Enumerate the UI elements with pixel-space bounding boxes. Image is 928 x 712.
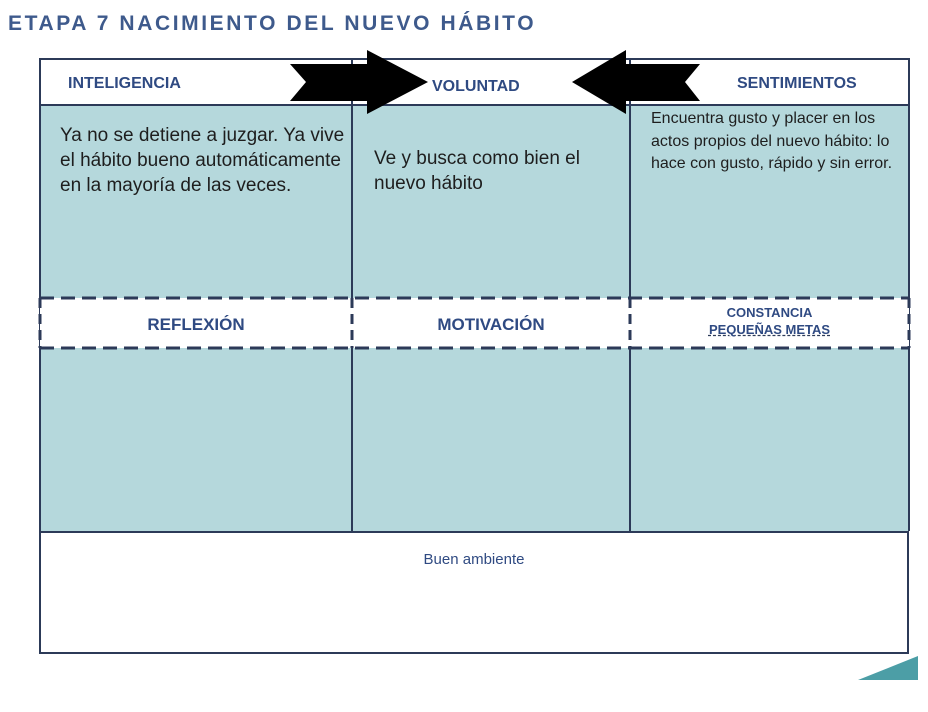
label-constancia: CONSTANCIA bbox=[726, 305, 813, 320]
page-title: ETAPA 7 NACIMIENTO DEL NUEVO HÁBITO bbox=[8, 12, 537, 35]
header-inteligencia: INTELIGENCIA bbox=[68, 75, 181, 92]
bottom-environment-box bbox=[39, 531, 909, 654]
corner-accent-shape bbox=[858, 656, 918, 680]
header-voluntad: VOLUNTAD bbox=[432, 78, 520, 95]
label-motivacion: MOTIVACIÓN bbox=[437, 315, 545, 334]
sentimientos-text: Encuentra gusto y placer en los actos propios del nuevo hábito: lo hace con gusto, rápido y sin error. bbox=[651, 110, 893, 172]
label-pequenas-metas: PEQUEÑAS METAS bbox=[708, 322, 831, 337]
voluntad-text: Ve y busca como bien el nuevo hábito bbox=[374, 148, 580, 194]
label-reflexion: REFLEXIÓN bbox=[147, 315, 245, 334]
bottom-label: Buen ambiente bbox=[423, 551, 525, 568]
inteligencia-text: Ya no se detiene a juzgar. Ya vive el hábito bueno automáticamente en la mayoría de las veces. bbox=[60, 125, 345, 196]
label-constancia-metas bbox=[630, 304, 909, 338]
header-sentimientos: SENTIMIENTOS bbox=[737, 75, 857, 92]
